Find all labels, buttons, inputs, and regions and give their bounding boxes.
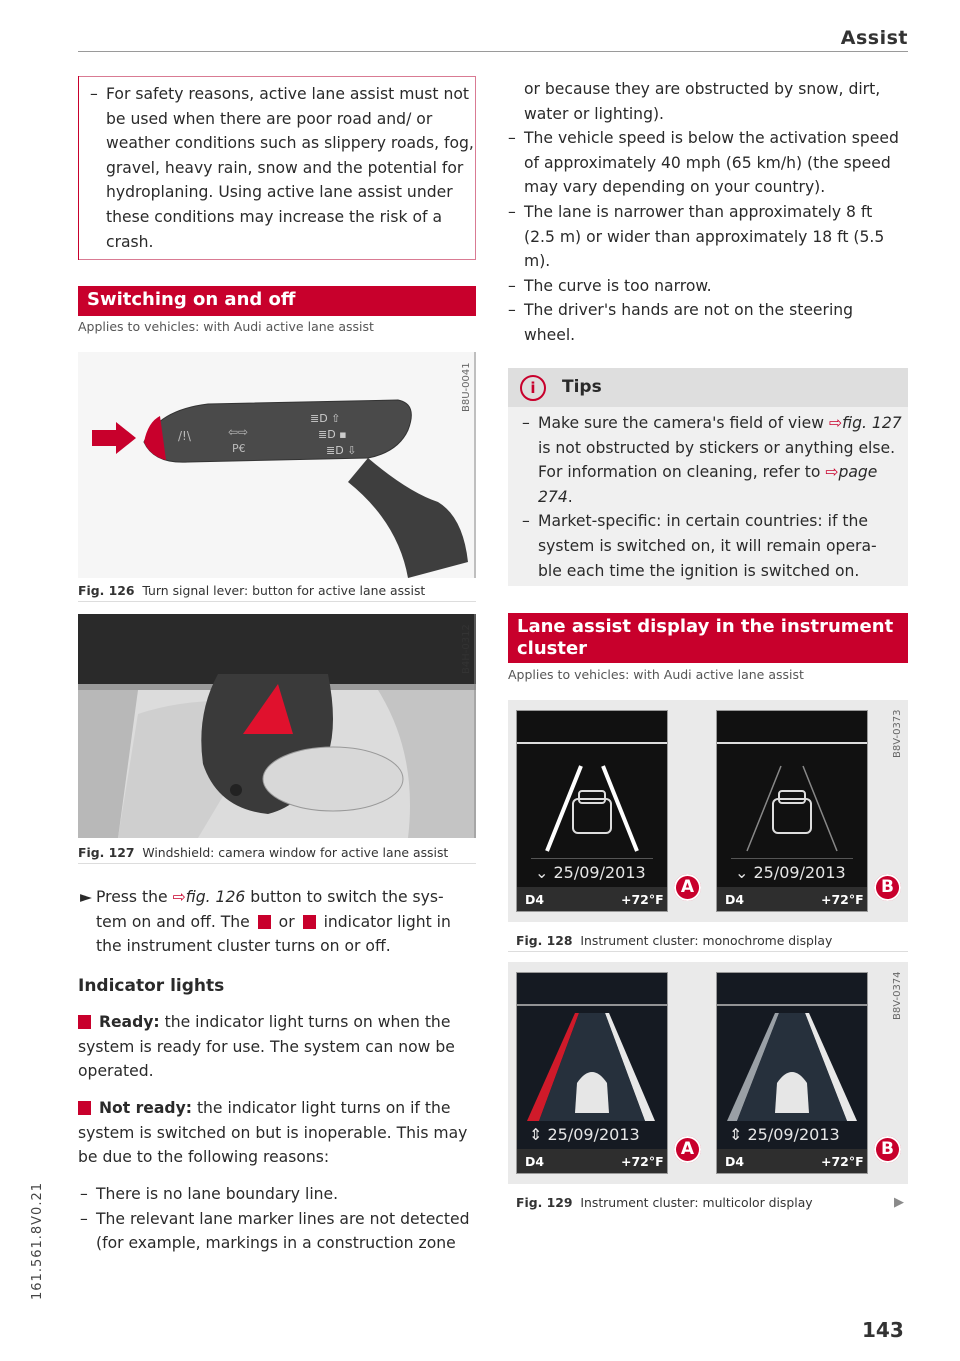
gear-readout: D4	[525, 1154, 545, 1169]
fig127-caption: Fig. 127 Windshield: camera window for active lane assist	[78, 845, 449, 860]
lane-indicator-icon	[258, 915, 271, 929]
date-readout: ⇕ 25/09/2013	[729, 1125, 840, 1144]
figure-129	[508, 962, 908, 1184]
ready-paragraph: Ready: the indicator light turns on when the system is ready for use. The system can now be operated.	[78, 1013, 455, 1081]
svg-text:≣D ▪: ≣D ▪	[318, 428, 347, 441]
list-item: – The lane is narrower than approximately 8 ft (2.5 m) or wider than approximately 18 ft (5.5 m).	[508, 200, 908, 274]
applies-to-right: Applies to vehicles: with Audi active lane assist	[508, 667, 804, 682]
fig129-code: B8V-0374	[892, 971, 903, 1020]
svg-text:P€: P€	[232, 442, 246, 455]
press-instruction: ► Press the ⇨fig. 126 button to switch the sys- tem on and off. The or indicator light in the instrument cluster turns on or off.	[80, 888, 451, 956]
svg-text:⇦⇨: ⇦⇨	[228, 425, 249, 439]
windshield-camera-image	[78, 614, 476, 838]
document-code: 161.561.8V0.21	[30, 1182, 45, 1300]
section-title: Assist	[840, 27, 908, 49]
lane-indicator-icon	[78, 1101, 91, 1115]
date-readout: ⌄ 25/09/2013	[735, 863, 846, 882]
fig127-code: B4H-0312	[461, 624, 472, 674]
info-icon: i	[520, 375, 546, 401]
list-item: – There is no lane boundary line.	[80, 1182, 478, 1207]
temp-readout: +72°F	[621, 892, 664, 907]
color-display-a	[516, 972, 668, 1174]
reasons-list-left	[80, 1182, 478, 1256]
applies-to: Applies to vehicles: with Audi active lane assist	[78, 319, 374, 334]
temp-readout: +72°F	[821, 1154, 864, 1169]
fig128-code: B8V-0373	[892, 709, 903, 758]
list-item: – The driver's hands are not on the steering wheel.	[508, 298, 908, 347]
list-item-continued: or because they are obstructed by snow, dirt, water or lighting).	[524, 80, 881, 123]
lcd-display-b	[716, 710, 868, 912]
fig128-caption: Fig. 128 Instrument cluster: monochrome display	[516, 933, 833, 948]
list-item: – The relevant lane marker lines are not detected (for example, markings in a construction zone	[80, 1207, 478, 1256]
continue-arrow-icon: ▶	[894, 1195, 904, 1210]
temp-readout: +72°F	[821, 892, 864, 907]
gear-readout: D4	[525, 892, 545, 907]
list-item: – The curve is too narrow.	[508, 274, 908, 299]
lane-indicator-icon	[303, 915, 316, 929]
temp-readout: +72°F	[621, 1154, 664, 1169]
svg-text:≣D ⇩: ≣D ⇩	[326, 444, 357, 457]
figure-127	[78, 614, 476, 838]
date-readout: ⇕ 25/09/2013	[529, 1125, 640, 1144]
turn-signal-lever-image	[78, 352, 476, 578]
page-number: 143	[862, 1318, 904, 1342]
lane-display-heading: Lane assist display in the instrument cluster	[508, 613, 908, 663]
warning-text: – For safety reasons, active lane assist must not be used when there are poor road and/ or weather conditions such as slippery roads, fog, gravel, heavy rain, snow and the potential for hydroplaning. Using active lane assist under these conditions may increase the risk of a crash.	[90, 82, 478, 254]
not-ready-paragraph: Not ready: the indicator light turns on if the system is switched on but is inoperable. This may be due to the following reasons:	[78, 1099, 468, 1167]
reasons-list-right	[508, 77, 908, 348]
figure-128	[508, 700, 908, 922]
figure-126	[78, 352, 476, 578]
lcd-display-a	[516, 710, 668, 912]
gear-readout: D4	[725, 1154, 745, 1169]
date-readout: ⌄ 25/09/2013	[535, 863, 646, 882]
svg-text:/!\: /!\	[178, 429, 191, 443]
header-rule	[78, 51, 908, 52]
list-item: – Market-specific: in certain countries: if the system is switched on, it will remain opera- ble each time the ignition is switched on.	[522, 509, 902, 583]
tips-list	[522, 411, 902, 583]
lane-indicator-icon	[78, 1015, 91, 1029]
color-display-b	[716, 972, 868, 1174]
list-item: – Make sure the camera's field of view ⇨fig. 127 is not obstructed by stickers or anything else. For information on cleaning, refer to ⇨page 274.	[522, 411, 902, 509]
fig126-caption: Fig. 126 Turn signal lever: button for active lane assist	[78, 583, 426, 598]
label-b: B	[874, 1136, 901, 1163]
svg-text:≣D ⇧: ≣D ⇧	[310, 412, 341, 425]
label-a: A	[674, 874, 701, 901]
fig126-code: B8U-0041	[461, 362, 472, 412]
indicator-heading: Indicator lights	[78, 976, 225, 996]
tips-header	[508, 368, 908, 407]
tips-title: Tips	[562, 377, 602, 397]
gear-readout: D4	[725, 892, 745, 907]
fig129-caption: Fig. 129 Instrument cluster: multicolor display	[516, 1195, 813, 1210]
list-item: – The vehicle speed is below the activation speed of approximately 40 mph (65 km/h) (the speed may vary depending on your country).	[508, 126, 908, 200]
switching-heading: Switching on and off	[78, 286, 476, 316]
label-b: B	[874, 874, 901, 901]
label-a: A	[674, 1136, 701, 1163]
tips-box	[508, 368, 908, 586]
